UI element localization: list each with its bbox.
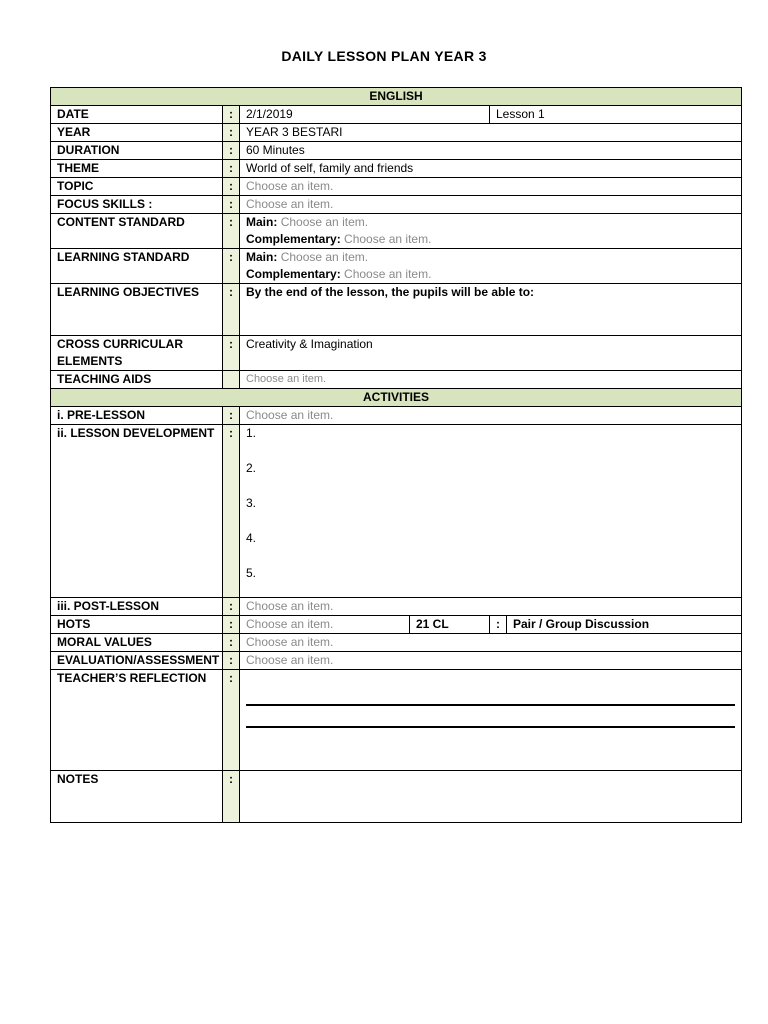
- year-field[interactable]: YEAR 3 BESTARI: [240, 124, 742, 142]
- duration-field[interactable]: 60 Minutes: [240, 142, 742, 160]
- duration-label: DURATION: [51, 142, 223, 160]
- colon: :: [223, 670, 240, 771]
- learning-complementary-dropdown[interactable]: Choose an item.: [344, 267, 432, 281]
- lesson-development-field[interactable]: [240, 425, 742, 598]
- colon: :: [223, 106, 240, 124]
- learning-main-dropdown[interactable]: Choose an item.: [280, 250, 369, 264]
- colon: :: [223, 771, 240, 823]
- focus-skills-label: FOCUS SKILLS :: [51, 196, 223, 214]
- evaluation-dropdown[interactable]: Choose an item.: [240, 652, 742, 670]
- lesson-number-field[interactable]: Lesson 1: [490, 106, 742, 124]
- reflection-line: [246, 726, 735, 728]
- colon: :: [223, 407, 240, 425]
- colon: :: [223, 249, 240, 284]
- colon: :: [223, 124, 240, 142]
- hots-label: HOTS: [51, 616, 223, 634]
- date-label: DATE: [51, 106, 223, 124]
- topic-row: [51, 178, 742, 196]
- cross-curricular-label: [51, 336, 223, 371]
- duration-row: [51, 142, 742, 160]
- colon: :: [223, 196, 240, 214]
- content-standard-label: CONTENT STANDARD: [51, 214, 223, 249]
- colon: :: [223, 425, 240, 598]
- evaluation-label: EVALUATION/ASSESSMENT: [51, 652, 223, 670]
- step-3: 3.: [246, 496, 257, 510]
- colon-empty: [223, 371, 240, 389]
- moral-values-label: MORAL VALUES: [51, 634, 223, 652]
- step-2: 2.: [246, 461, 257, 475]
- step-5: 5.: [246, 566, 257, 580]
- theme-row: [51, 160, 742, 178]
- cross-curricular-row: [51, 336, 742, 371]
- reflection-line: [246, 704, 735, 706]
- learning-standard-field: [240, 249, 742, 284]
- colon: :: [223, 616, 240, 634]
- year-row: [51, 124, 742, 142]
- learning-objectives-label: LEARNING OBJECTIVES: [51, 284, 223, 336]
- colon: :: [223, 160, 240, 178]
- activities-row: [51, 389, 742, 407]
- theme-label: THEME: [51, 160, 223, 178]
- lesson-plan-table: [50, 87, 742, 823]
- moral-values-dropdown[interactable]: Choose an item.: [240, 634, 742, 652]
- colon: :: [223, 634, 240, 652]
- colon: :: [223, 214, 240, 249]
- colon: :: [490, 616, 507, 634]
- date-field[interactable]: 2/1/2019: [240, 106, 490, 124]
- notes-row: [51, 771, 742, 823]
- pre-lesson-dropdown[interactable]: Choose an item.: [240, 407, 742, 425]
- teaching-aids-row: [51, 371, 742, 389]
- hots-dropdown[interactable]: Choose an item.: [240, 616, 410, 634]
- topic-label: TOPIC: [51, 178, 223, 196]
- pre-lesson-label: i. PRE-LESSON: [51, 407, 223, 425]
- reflection-row: [51, 670, 742, 771]
- content-standard-row: [51, 214, 742, 249]
- colon: :: [223, 284, 240, 336]
- subject-row: [51, 88, 742, 106]
- step-1: 1.: [246, 426, 257, 440]
- colon: :: [223, 336, 240, 371]
- moral-values-row: [51, 634, 742, 652]
- colon: :: [223, 652, 240, 670]
- content-complementary-dropdown[interactable]: Choose an item.: [344, 232, 432, 246]
- theme-field[interactable]: World of self, family and friends: [240, 160, 742, 178]
- notes-label: NOTES: [51, 771, 223, 823]
- evaluation-row: [51, 652, 742, 670]
- subject-header: ENGLISH: [51, 88, 742, 106]
- learning-standard-label: LEARNING STANDARD: [51, 249, 223, 284]
- content-standard-field: [240, 214, 742, 249]
- learning-objectives-row: [51, 284, 742, 336]
- focus-skills-row: [51, 196, 742, 214]
- cl-label: 21 CL: [410, 616, 490, 634]
- lesson-development-row: [51, 425, 742, 598]
- content-main-dropdown[interactable]: Choose an item.: [280, 215, 369, 229]
- cross-curricular-label-line1: CROSS CURRICULAR: [57, 337, 183, 351]
- colon: :: [223, 598, 240, 616]
- colon: :: [223, 142, 240, 160]
- post-lesson-row: [51, 598, 742, 616]
- learning-objectives-field[interactable]: By the end of the lesson, the pupils will be able to:: [240, 284, 742, 336]
- activities-header: ACTIVITIES: [51, 389, 742, 407]
- cl-field[interactable]: Pair / Group Discussion: [507, 616, 742, 634]
- learning-standard-row: [51, 249, 742, 284]
- complementary-label: Complementary:: [246, 267, 341, 281]
- main-label: Main:: [246, 215, 278, 229]
- teaching-aids-dropdown[interactable]: Choose an item.: [240, 371, 742, 389]
- post-lesson-label: iii. POST-LESSON: [51, 598, 223, 616]
- focus-skills-dropdown[interactable]: Choose an item.: [240, 196, 742, 214]
- page-title: DAILY LESSON PLAN YEAR 3: [281, 48, 487, 64]
- reflection-field[interactable]: [240, 670, 742, 771]
- cross-curricular-label-line2: ELEMENTS: [57, 354, 123, 368]
- year-label: YEAR: [51, 124, 223, 142]
- pre-lesson-row: [51, 407, 742, 425]
- topic-dropdown[interactable]: Choose an item.: [240, 178, 742, 196]
- date-row: [51, 106, 742, 124]
- colon: :: [223, 178, 240, 196]
- hots-row: [51, 616, 742, 634]
- teaching-aids-label: TEACHING AIDS: [51, 371, 223, 389]
- lesson-development-label: ii. LESSON DEVELOPMENT: [51, 425, 223, 598]
- main-label: Main:: [246, 250, 278, 264]
- cross-curricular-field[interactable]: Creativity & Imagination: [240, 336, 742, 371]
- complementary-label: Complementary:: [246, 232, 341, 246]
- post-lesson-dropdown[interactable]: Choose an item.: [240, 598, 742, 616]
- notes-field[interactable]: [240, 771, 742, 823]
- step-4: 4.: [246, 531, 257, 545]
- reflection-label: TEACHER’S REFLECTION: [51, 670, 223, 771]
